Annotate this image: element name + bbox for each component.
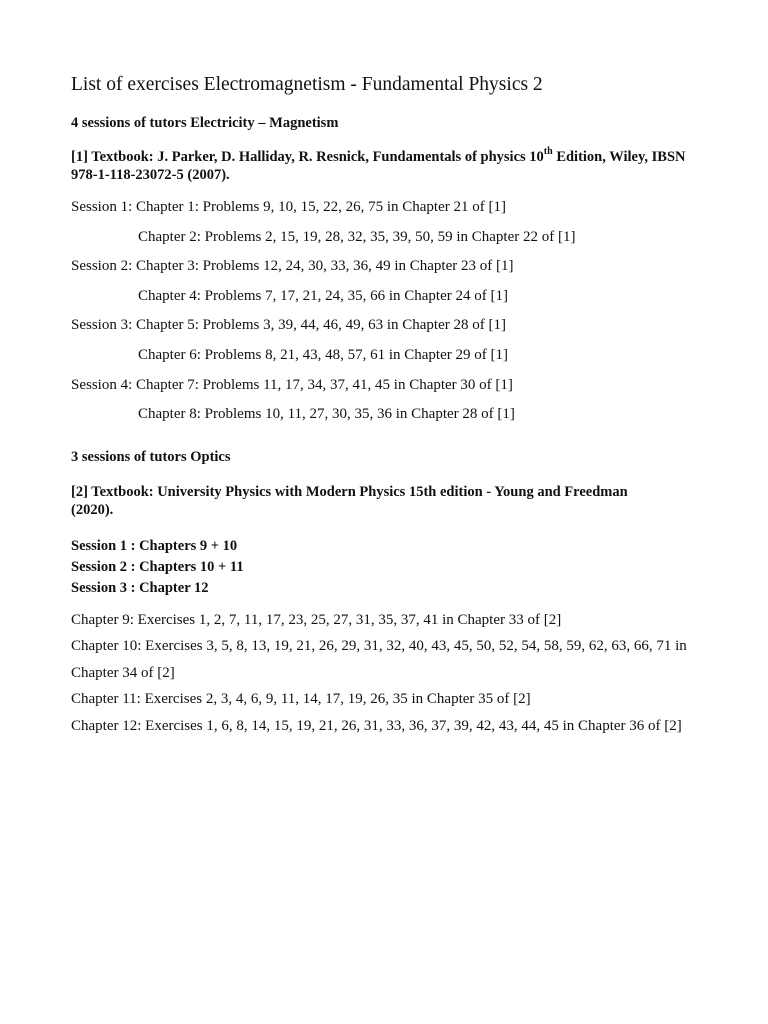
chapter-exercises: Chapter 10: Exercises 3, 5, 8, 13, 19, 21, 26, 29, 31, 32, 40, 43, 45, 50, 52, 54, 58, 59, 62, 63, 66, 71 in Chapter 34 of [2] [71, 638, 687, 681]
textbook-reference-2: [2] Textbook: University Physics with Modern Physics 15th edition - Young and Freedman (2020). [71, 483, 628, 518]
chapter-exercise-list [71, 607, 701, 740]
session-line: Chapter 8: Problems 10, 11, 27, 30, 35, 36 in Chapter 28 of [1] [138, 406, 515, 423]
chapter-exercises: Chapter 12: Exercises 1, 6, 8, 14, 15, 19, 21, 26, 31, 33, 36, 37, 39, 42, 43, 44, 45 in Chapter 36 of [2] [71, 717, 682, 734]
session-line: Session 4: Chapter 7: Problems 11, 17, 34, 37, 41, 45 in Chapter 30 of [1] [71, 376, 513, 393]
textbook-1-text: [1] Textbook: J. Parker, D. Halliday, R. Resnick, Fundamentals of physics 10 [71, 149, 544, 165]
session-list-electricity [71, 198, 701, 435]
section-heading-electricity-magnetism: 4 sessions of tutors Electricity – Magnetism [71, 115, 339, 131]
document-page [71, 72, 701, 739]
chapter-exercises: Chapter 11: Exercises 2, 3, 4, 6, 9, 11, 14, 17, 19, 26, 35 in Chapter 35 of [2] [71, 691, 531, 708]
document-title: List of exercises Electromagnetism - Fundamental Physics 2 [71, 74, 543, 95]
session-line: Session 3: Chapter 5: Problems 3, 39, 44, 46, 49, 63 in Chapter 28 of [1] [71, 317, 506, 334]
optics-session: Session 2 : Chapters 10 + 11 [71, 558, 244, 575]
session-line: Chapter 2: Problems 2, 15, 19, 28, 32, 35, 39, 50, 59 in Chapter 22 of [1] [138, 228, 576, 245]
session-line: Chapter 6: Problems 8, 21, 43, 48, 57, 61 in Chapter 29 of [1] [138, 346, 508, 363]
textbook-1-text-end: Edition, Wiley, IBSN 978-1-118-23072-5 (2007). [71, 149, 686, 183]
session-line: Session 2: Chapter 3: Problems 12, 24, 30, 33, 36, 49 in Chapter 23 of [1] [71, 258, 514, 275]
optics-session: Session 1 : Chapters 9 + 10 [71, 537, 238, 554]
chapter-exercises: Chapter 9: Exercises 1, 2, 7, 11, 17, 23, 25, 27, 31, 35, 37, 41 in Chapter 33 of [2] [71, 611, 562, 628]
section-heading-optics: 3 sessions of tutors Optics [71, 448, 231, 465]
textbook-1-superscript: th [543, 146, 553, 158]
session-list-optics [71, 536, 701, 599]
session-line: Session 1: Chapter 1: Problems 9, 10, 15, 22, 26, 75 in Chapter 21 of [1] [71, 199, 506, 215]
optics-session: Session 3 : Chapter 12 [71, 579, 209, 596]
session-line: Chapter 4: Problems 7, 17, 21, 24, 35, 66 in Chapter 24 of [1] [138, 287, 508, 304]
textbook-reference-1 [71, 148, 691, 184]
